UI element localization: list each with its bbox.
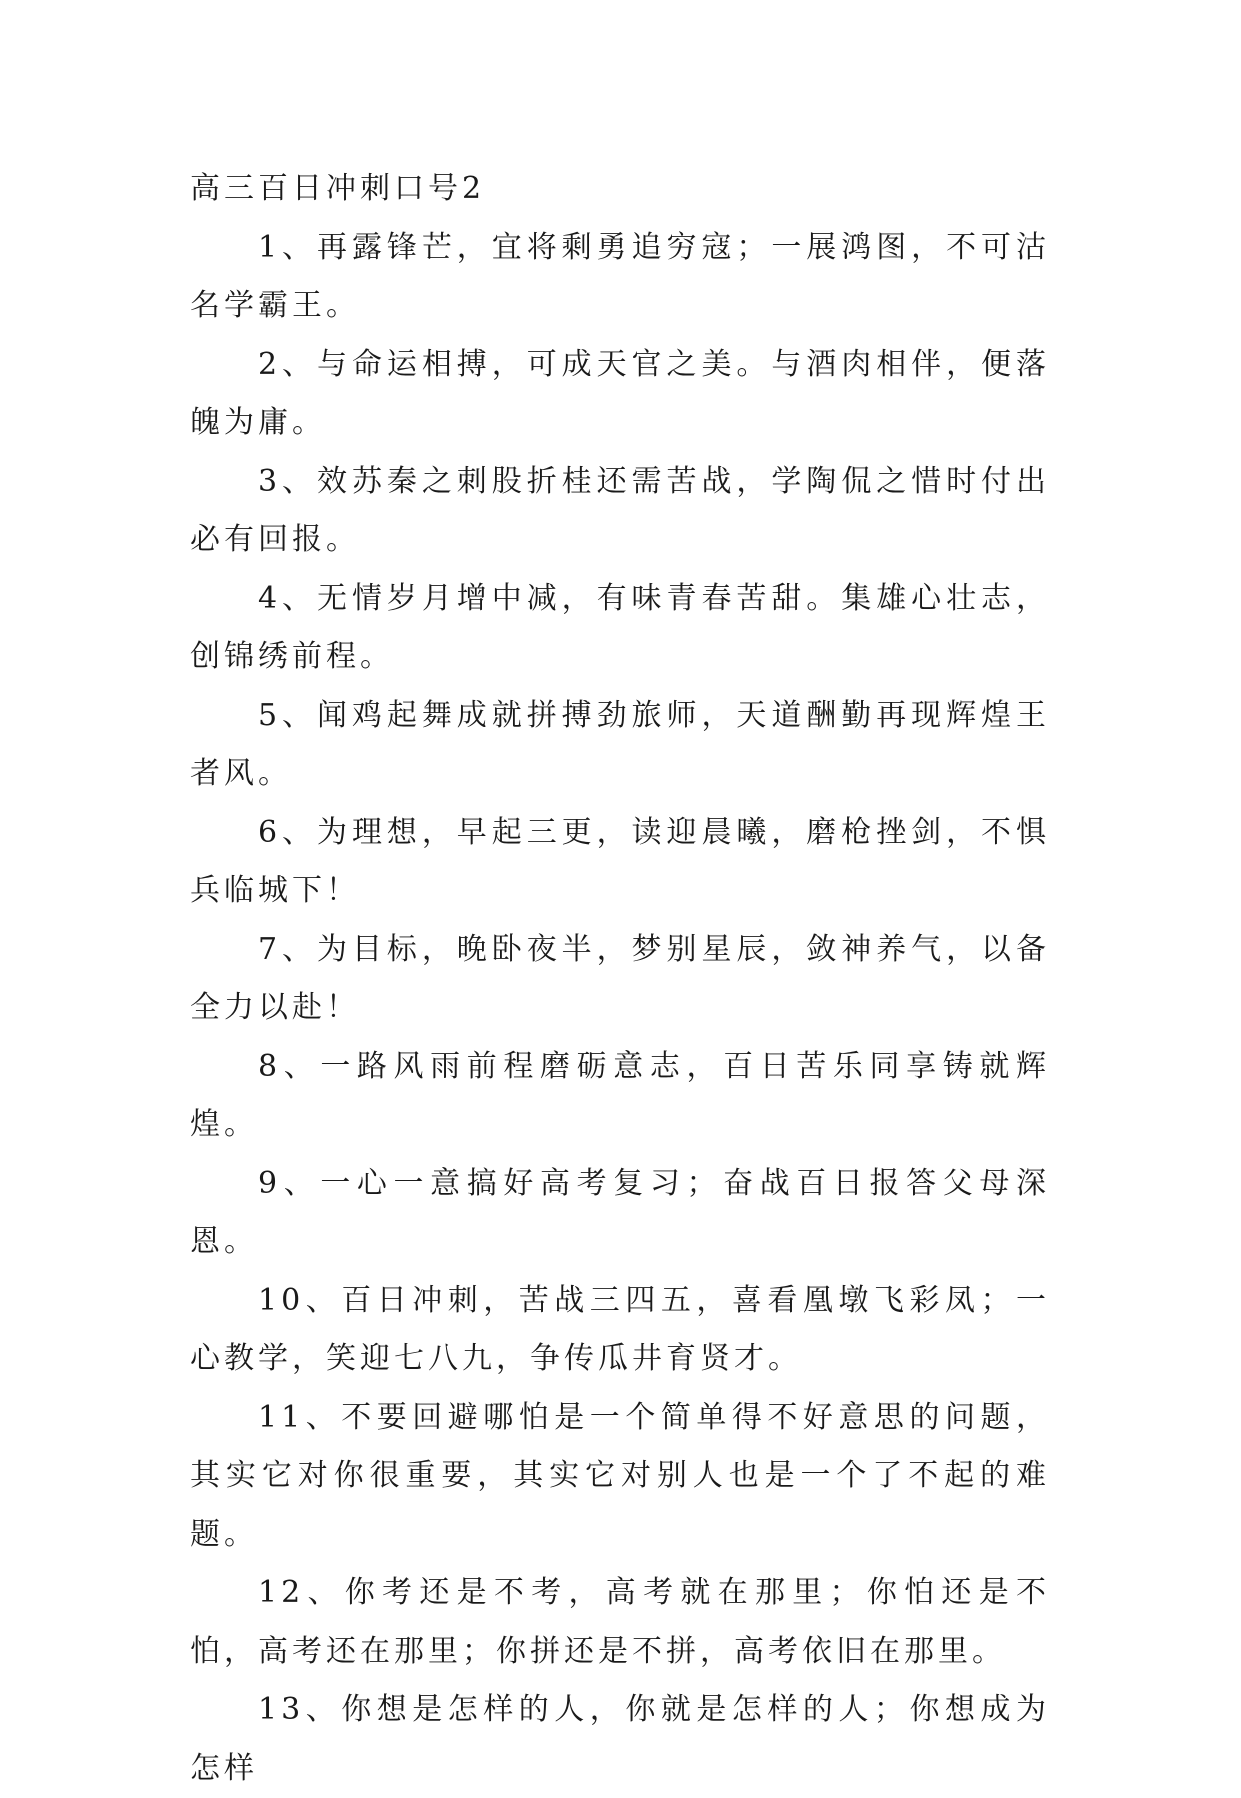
slogan-item: 6、为理想，早起三更，读迎晨曦，磨枪挫剑，不惧兵临城下！	[190, 814, 1050, 908]
slogan-item: 13、你想是怎样的人，你就是怎样的人；你想成为怎样	[190, 1692, 1050, 1786]
slogan-item: 5、闻鸡起舞成就拼搏劲旅师，天道酬勤再现辉煌王者风。	[190, 697, 1050, 791]
slogan-item: 12、你考还是不考，高考就在那里；你怕还是不怕，高考还在那里；你拼还是不拼，高考依旧在那里。	[190, 1575, 1050, 1669]
slogan-item: 10、百日冲刺，苦战三四五，喜看凰墩飞彩凤；一心教学，笑迎七八九，争传瓜井育贤才。	[190, 1282, 1050, 1376]
slogan-item: 9、一心一意搞好高考复习；奋战百日报答父母深恩。	[190, 1165, 1050, 1259]
slogan-item: 8、一路风雨前程磨砺意志，百日苦乐同享铸就辉煌。	[190, 1048, 1050, 1142]
slogan-item: 1、再露锋芒，宜将剩勇追穷寇；一展鸿图，不可沽名学霸王。	[190, 229, 1050, 323]
slogan-item: 7、为目标，晚卧夜半，梦别星辰，敛神养气，以备全力以赴！	[190, 931, 1050, 1025]
slogan-item: 3、效苏秦之刺股折桂还需苦战，学陶侃之惜时付出必有回报。	[190, 463, 1050, 557]
slogan-item: 4、无情岁月增中减，有味青春苦甜。集雄心壮志，创锦绣前程。	[190, 580, 1050, 674]
slogan-item: 11、不要回避哪怕是一个简单得不好意思的问题，其实它对你很重要，其实它对别人也是一个了不起的难题。	[190, 1399, 1050, 1552]
document-title: 高三百日冲刺口号2	[190, 171, 486, 206]
slogan-item: 2、与命运相搏，可成天官之美。与酒肉相伴，便落魄为庸。	[190, 346, 1050, 440]
document-body	[190, 160, 1050, 1798]
